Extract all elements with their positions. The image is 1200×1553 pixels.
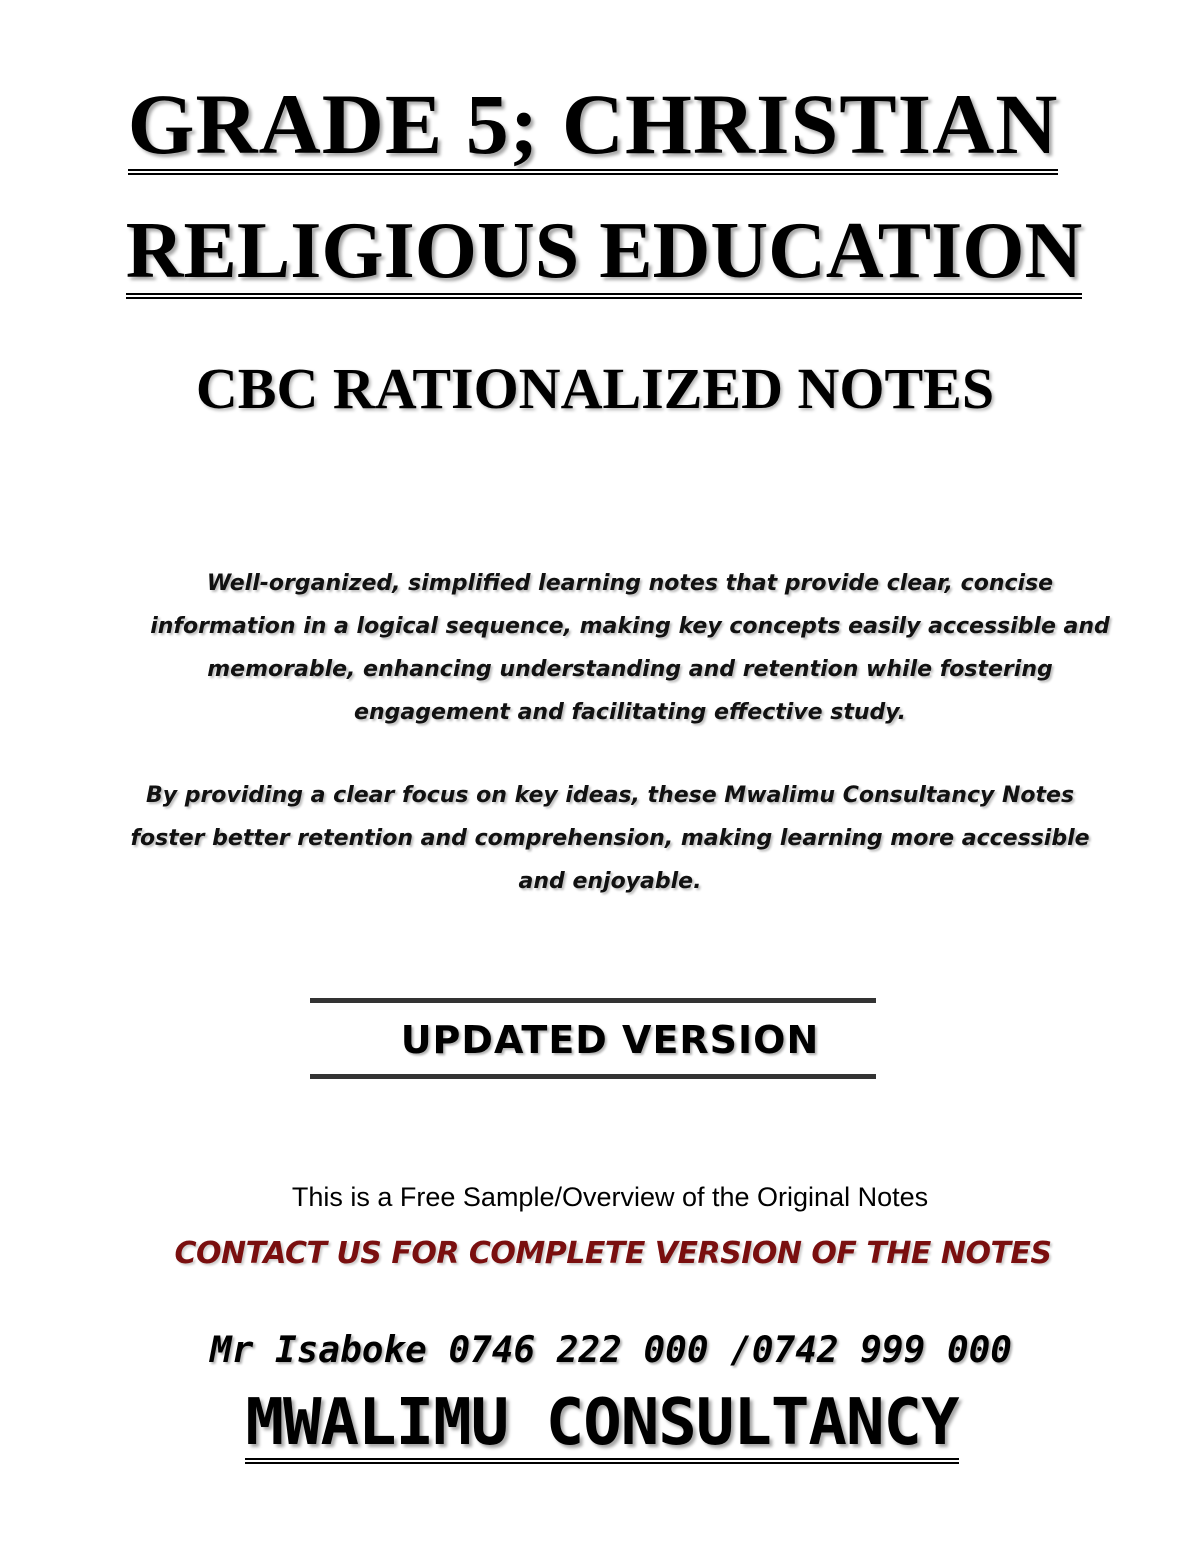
subtitle-text: CBC RATIONALIZED NOTES	[195, 356, 995, 421]
description-paragraph-2: By providing a clear focus on key ideas, these Mwalimu Consultancy Notes foster better retention and comprehension, making learning more accessible and enjoyable.	[130, 783, 1090, 894]
subtitle	[0, 355, 1200, 422]
brand-name-text: MWALIMU CONSULTANCY	[245, 1388, 958, 1464]
version-rule-top	[310, 998, 876, 1003]
sample-notice-text: This is a Free Sample/Overview of the Original Notes	[291, 1182, 929, 1212]
version-label	[310, 1018, 876, 1062]
title-line-2-text: RELIGIOUS EDUCATION	[126, 209, 1082, 299]
contact-phone-text: Mr Isaboke 0746 222 000 /0742 999 000	[210, 1330, 1012, 1371]
sample-notice	[0, 1182, 1200, 1213]
title-line-1-text: GRADE 5; CHRISTIAN	[128, 79, 1059, 175]
brand-name	[0, 1386, 1200, 1464]
title-line-2	[0, 206, 1200, 299]
version-rule-bottom	[310, 1074, 876, 1079]
contact-phone	[0, 1330, 1200, 1371]
contact-call-text: CONTACT US FOR COMPLETE VERSION OF THE NOTES	[174, 1236, 1052, 1271]
description-paragraph-1: Well-organized, simplified learning notes that provide clear, concise information in a logical sequence, making key concepts easily accessible and memorable, enhancing understanding and retention while fostering engagement and facilitating effective study.	[150, 571, 1110, 725]
title-line-1	[0, 74, 1200, 175]
contact-call	[0, 1236, 1200, 1271]
version-label-text: UPDATED VERSION	[400, 1018, 820, 1062]
